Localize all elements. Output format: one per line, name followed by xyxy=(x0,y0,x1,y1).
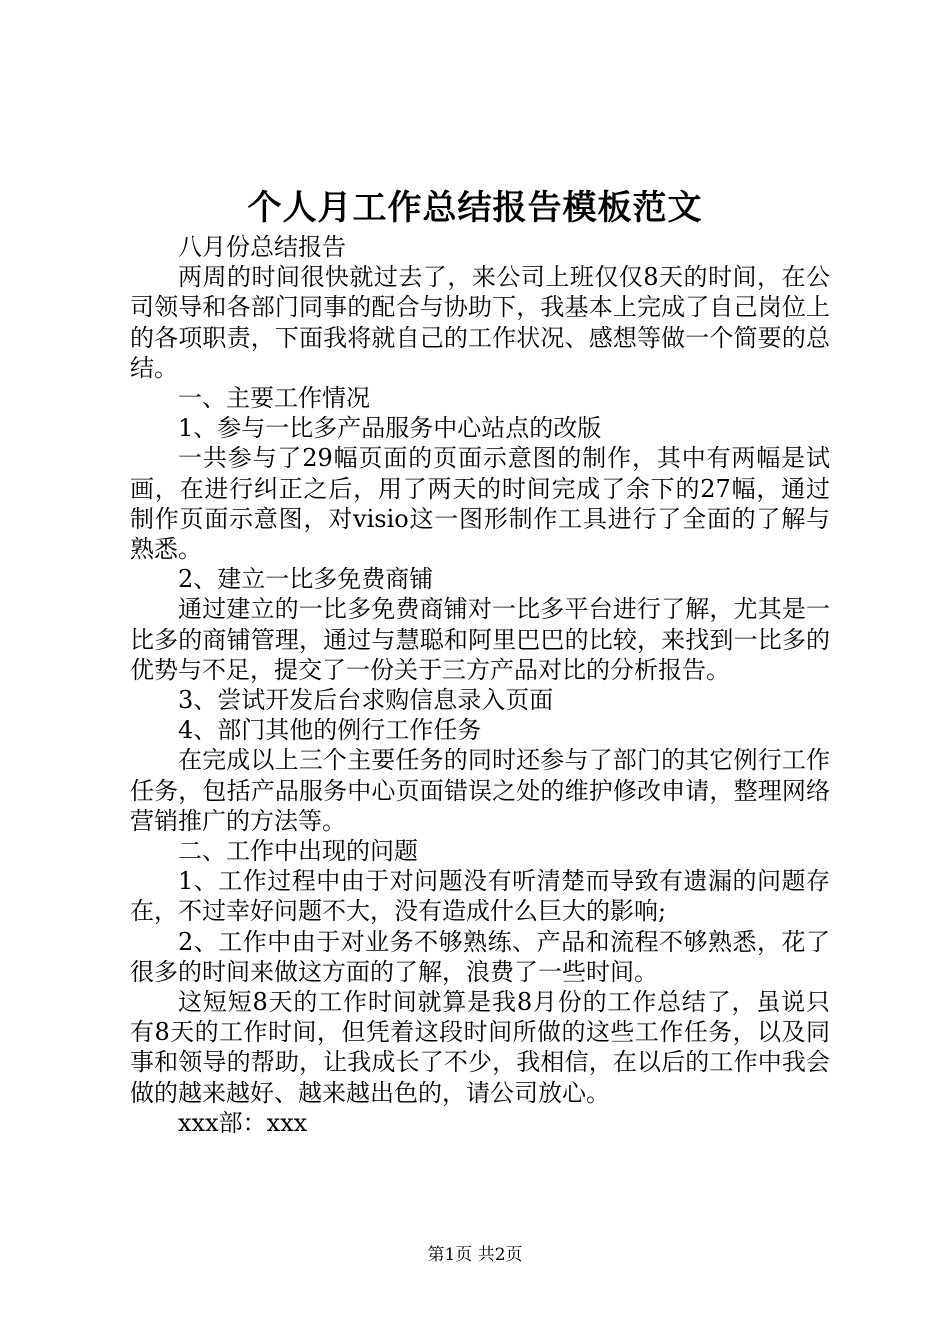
paragraph-problem-1: 1、工作过程中由于对问题没有听清楚而导致有遗漏的问题存在，不过幸好问题不大，没有造成什么巨大的影响; xyxy=(130,867,830,926)
item-heading-2: 2、建立一比多免费商铺 xyxy=(178,565,434,594)
section-heading-main-work: 一、主要工作情况 xyxy=(178,384,370,413)
paragraph-report-heading: 八月份总结报告 xyxy=(178,233,346,261)
document-title: 个人月工作总结报告模板范文 xyxy=(247,188,703,228)
item-heading-1: 1、参与一比多产品服务中心站点的改版 xyxy=(178,414,602,443)
paragraph-intro: 两周的时间很快就过去了，来公司上班仅仅8天的时间，在公司领导和各部门同事的配合与协助下，我基本上完成了自己岗位上的各项职责，下面我将就自己的工作状况、感想等做一个简要的总结。 xyxy=(130,263,830,382)
paragraph-item-4: 在完成以上三个主要任务的同时还参与了部门的其它例行工作任务，包括产品服务中心页面错误之处的维护修改申请，整理网络营销推广的方法等。 xyxy=(130,746,830,835)
item-heading-3: 3、尝试开发后台求购信息录入页面 xyxy=(178,686,554,715)
paragraph-item-1: 一共参与了29幅页面的页面示意图的制作，其中有两幅是试画，在进行纠正之后，用了两天的时间完成了余下的27幅，通过制作页面示意图，对visio这一图形制作工具进行了全面的了解与熟悉。 xyxy=(130,444,830,564)
section-heading-problems: 二、工作中出现的问题 xyxy=(178,837,418,866)
paragraph-item-2: 通过建立的一比多免费商铺对一比多平台进行了解，尤其是一比多的商铺管理，通过与慧聪和阿里巴巴的比较，来找到一比多的优势与不足，提交了一份关于三方产品对比的分析报告。 xyxy=(130,595,830,684)
paragraph-conclusion: 这短短8天的工作时间就算是我8月份的工作总结了，虽说只有8天的工作时间，但凭着这段时间所做的这些工作任务，以及同事和领导的帮助，让我成长了不少，我相信，在以后的工作中我会做的越来越好、越来越出色的，请公司放心。 xyxy=(130,988,830,1107)
item-heading-4: 4、部门其他的例行工作任务 xyxy=(178,716,482,745)
document-body xyxy=(130,232,830,1138)
page-number-footer: 第1页 共2页 xyxy=(427,1245,523,1265)
paragraph-problem-2: 2、工作中由于对业务不够熟练、产品和流程不够熟悉，花了很多的时间来做这方面的了解，浪费了一些时间。 xyxy=(130,927,830,986)
paragraph-signature: xxx部：xxx xyxy=(178,1108,308,1137)
